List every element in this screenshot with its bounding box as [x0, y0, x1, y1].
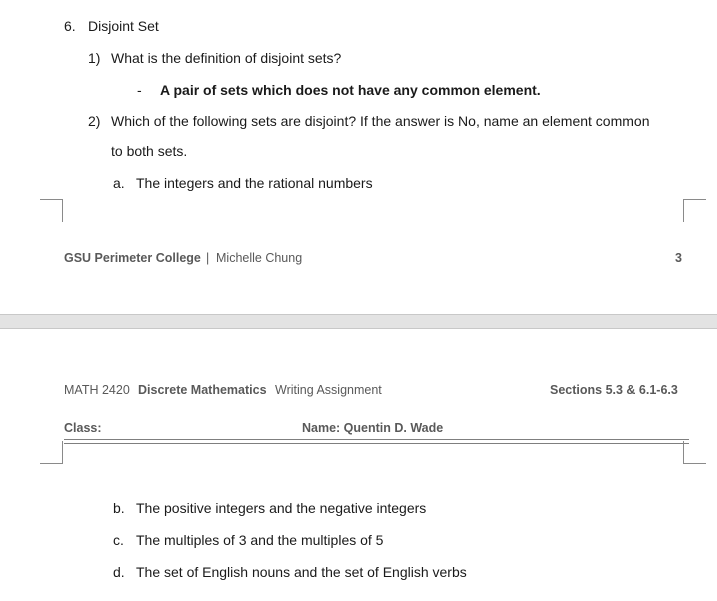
item-b-label: b.	[113, 500, 125, 516]
q2-text-line2: to both sets.	[111, 143, 188, 159]
item-c-text: The multiples of 3 and the multiples of 5	[136, 532, 384, 548]
footer-author: Michelle Chung	[216, 251, 303, 265]
item-d-text: The set of English nouns and the set of English verbs	[136, 564, 467, 580]
question-title: Disjoint Set	[88, 18, 159, 34]
footer-org: GSU Perimeter College	[64, 251, 201, 265]
crop-mark-bottom-right	[683, 199, 706, 222]
answer-bullet: -	[137, 82, 142, 98]
header-subject: Discrete Mathematics	[138, 383, 267, 397]
q1-text: What is the definition of disjoint sets?	[111, 50, 342, 66]
class-label: Class:	[64, 421, 102, 435]
crop-mark-top-right	[683, 441, 706, 464]
crop-mark-bottom-left	[40, 199, 63, 222]
header-assignment: Writing Assignment	[275, 383, 382, 397]
question-number: 6.	[64, 18, 76, 34]
item-a-text: The integers and the rational numbers	[136, 175, 373, 191]
header-rule	[64, 439, 689, 444]
q1-number: 1)	[88, 50, 101, 66]
q2-text-line1: Which of the following sets are disjoint? If the answer is No, name an element common	[111, 113, 650, 129]
footer-page-number: 3	[675, 251, 682, 265]
header-course: MATH 2420	[64, 383, 130, 397]
item-d-label: d.	[113, 564, 125, 580]
item-b-text: The positive integers and the negative integers	[136, 500, 427, 516]
name-label: Name: Quentin D. Wade	[302, 421, 444, 435]
q2-number: 2)	[88, 113, 101, 129]
item-a-label: a.	[113, 175, 125, 191]
item-c-label: c.	[113, 532, 124, 548]
document-page-2	[0, 329, 717, 601]
answer-text: A pair of sets which does not have any common element.	[160, 82, 541, 98]
crop-mark-top-left	[40, 441, 63, 464]
header-sections: Sections 5.3 & 6.1-6.3	[550, 383, 678, 397]
footer-separator: |	[206, 251, 210, 265]
page-separator	[0, 314, 717, 329]
